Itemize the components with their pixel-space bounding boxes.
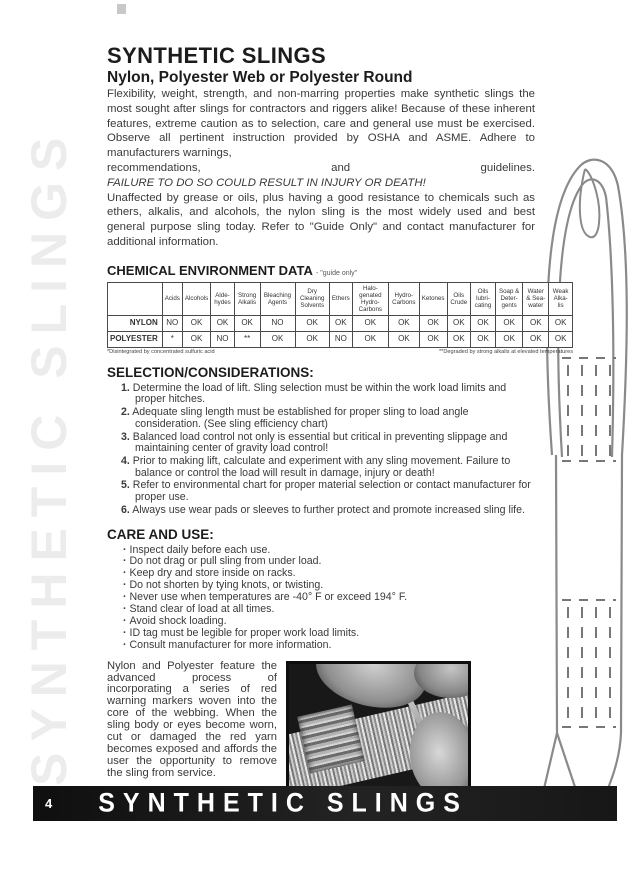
table-cell: OK	[471, 331, 496, 347]
item-text: Balanced load control not only is essential but critical in preventing slippage and maintaining center of gravity load control!	[132, 430, 508, 455]
vertical-watermark-text: SYNTHETIC SLINGS	[21, 126, 77, 786]
col-header: Ketones	[419, 282, 447, 315]
table-cell: NO	[162, 315, 182, 331]
item-text: Stand clear of load at all times.	[129, 603, 275, 616]
item-text: Prior to making lift, calculate and experiment with any sling movement. Failure to balance or control the load will result in damage, injury or death!	[132, 454, 511, 479]
col-header: Dry Cleaning Solvents	[295, 282, 329, 315]
selection-item	[121, 407, 535, 430]
table-cell: OK	[182, 331, 210, 347]
selection-item	[121, 480, 535, 503]
red-marker-section	[107, 661, 535, 797]
bullet-dot: ·	[123, 555, 127, 568]
item-text: Never use when temperatures are -40° F or exceed 194° F.	[129, 591, 408, 604]
footer-banner-text: SYNTHETIC SLINGS	[98, 787, 468, 819]
empty-header-cell	[108, 282, 163, 315]
table-cell: OK	[419, 315, 447, 331]
item-number: 3.	[121, 430, 130, 443]
col-header: Oils Crude	[447, 282, 471, 315]
table-cell: **	[234, 331, 260, 347]
bullet-dot: ·	[123, 626, 127, 639]
item-text: Keep dry and store inside on racks.	[129, 567, 296, 580]
selection-heading: SELECTION/CONSIDERATIONS:	[107, 364, 314, 380]
spread-word: guidelines.	[480, 161, 535, 174]
table-cell: NO	[260, 315, 295, 331]
item-text: Refer to environmental chart for proper material selection or contact manufacturer for proper use.	[132, 479, 531, 504]
table-cell: OK	[447, 315, 471, 331]
item-text: Do not drag or pull sling from under load.	[129, 555, 322, 568]
table-cell: OK	[352, 315, 388, 331]
col-header: Strong Alkalis	[234, 282, 260, 315]
table-cell: OK	[295, 315, 329, 331]
chemical-data-heading	[107, 263, 535, 278]
page-subtitle: Nylon, Polyester Web or Polyester Round	[107, 69, 413, 86]
table-cell: OK	[295, 331, 329, 347]
table-cell: NO	[211, 331, 234, 347]
bullet-dot: ·	[123, 603, 127, 616]
page-number: 4	[45, 796, 53, 811]
col-header: Ethers	[329, 282, 352, 315]
item-text: Adequate sling length must be established for proper sling to load angle consideration. (See sling efficiency chart)	[132, 406, 469, 430]
warning-text: FAILURE TO DO SO COULD RESULT IN INJURY OR DEATH!	[107, 176, 426, 189]
item-number: 5.	[121, 479, 130, 492]
selection-item	[121, 432, 535, 455]
footnote-right: **Degraded by strong alkalis at elevated temperatures	[438, 348, 573, 355]
care-heading: CARE AND USE:	[107, 526, 214, 542]
col-header: Acids	[162, 282, 182, 315]
intro-justified-line	[107, 161, 535, 176]
table-row-polyester	[108, 331, 573, 347]
nylon-paragraph: Unaffected by grease or oils, plus having a good resistance to chemicals such as ethers, alkalis, and alcohols, the nylon sling is the most widely used and best general purpose sling today. Refer to "Guide Only" and contact manufacturer for additional information.	[107, 191, 535, 248]
item-number: 4.	[121, 454, 130, 467]
col-header: Oils lubri-cating	[471, 282, 496, 315]
scan-artifact	[117, 4, 126, 14]
table-cell: OK	[388, 315, 419, 331]
item-number: 1.	[121, 381, 130, 394]
col-header: Alcohols	[182, 282, 210, 315]
selection-item	[121, 505, 535, 517]
chemical-data-heading-text: CHEMICAL ENVIRONMENT DATA	[107, 262, 313, 278]
bullet-dot: ·	[123, 591, 127, 604]
item-text: Do not shorten by tying knots, or twisting.	[129, 579, 324, 592]
spread-word: and	[331, 161, 351, 174]
col-header: Halo-genated Hydro-Carbons	[352, 282, 388, 315]
col-header: Hydro-Carbons	[388, 282, 419, 315]
table-cell: OK	[329, 315, 352, 331]
item-text: Determine the load of lift. Sling selection must be within the work load limits and proper hitches.	[132, 381, 507, 406]
table-cell: OK	[471, 315, 496, 331]
table-cell: OK	[260, 331, 295, 347]
inspection-photo	[286, 661, 471, 797]
table-cell: OK	[388, 331, 419, 347]
table-cell: OK	[549, 315, 573, 331]
item-text: Consult manufacturer for more information.	[129, 638, 332, 651]
bullet-dot: ·	[123, 579, 127, 592]
col-header: Alde-hydes	[211, 282, 234, 315]
main-content	[107, 43, 573, 797]
table-cell: OK	[234, 315, 260, 331]
table-cell: OK	[523, 315, 549, 331]
footer-bar	[33, 786, 617, 821]
selection-list	[107, 383, 535, 517]
table-footnotes	[107, 349, 573, 355]
table-cell: OK	[496, 315, 523, 331]
col-header: Soap & Deter-gents	[496, 282, 523, 315]
bullet-dot: ·	[123, 543, 127, 556]
table-cell: OK	[447, 331, 471, 347]
col-header: Weak Alka-lis	[549, 282, 573, 315]
table-cell: NO	[329, 331, 352, 347]
care-item	[123, 640, 535, 652]
table-cell: *	[162, 331, 182, 347]
spread-word: recommendations,	[107, 161, 201, 174]
item-text: Always use wear pads or sleeves to further protect and promote increased sling life.	[132, 503, 525, 516]
intro-paragraph: Flexibility, weight, strength, and non-marring properties make synthetic slings the most sought after slings for contractors and riggers alike! Because of these inherent features, extreme caution as to selection, care and general use must be exercised. Observe all pertinent instruction provided by OSHA and ASME. Adhere to manufacturers warnings,	[107, 88, 535, 160]
item-text: Inspect daily before each use.	[129, 543, 271, 556]
red-marker-paragraph: Nylon and Polyester feature the advanced process of incorporating a series of red warning markers woven into the core of the webbing. When the sling body or eyes become worn, cut or damaged the red yarn becomes exposed and affords the user the opportunity to remove the sling from service.	[107, 659, 277, 779]
item-number: 6.	[121, 503, 130, 516]
guide-only-note: - "guide only"	[315, 269, 358, 277]
bullet-dot: ·	[123, 614, 127, 627]
care-list	[107, 545, 535, 652]
table-cell: OK	[496, 331, 523, 347]
table-cell: OK	[211, 315, 234, 331]
table-cell: OK	[523, 331, 549, 347]
table-row-nylon	[108, 315, 573, 331]
selection-item	[121, 383, 535, 406]
col-header: Water & Sea-water	[523, 282, 549, 315]
row-label: POLYESTER	[108, 331, 163, 347]
frayed-warning-markers	[297, 704, 365, 773]
bullet-dot: ·	[123, 567, 127, 580]
table-cell: OK	[549, 331, 573, 347]
footnote-left: *Disintegrated by concentrated sulfuric acid	[107, 348, 215, 355]
item-number: 2.	[121, 406, 130, 419]
item-text: Avoid shock loading.	[129, 614, 227, 627]
page-title: SYNTHETIC SLINGS	[107, 43, 327, 68]
col-header: Bleaching Agents	[260, 282, 295, 315]
table-header-row	[108, 282, 573, 315]
row-label: NYLON	[108, 315, 163, 331]
item-text: ID tag must be legible for proper work load limits.	[129, 626, 360, 639]
table-cell: OK	[182, 315, 210, 331]
chemical-table	[107, 282, 573, 348]
selection-item	[121, 456, 535, 479]
bullet-dot: ·	[123, 638, 127, 651]
table-cell: OK	[352, 331, 388, 347]
table-cell: OK	[419, 331, 447, 347]
